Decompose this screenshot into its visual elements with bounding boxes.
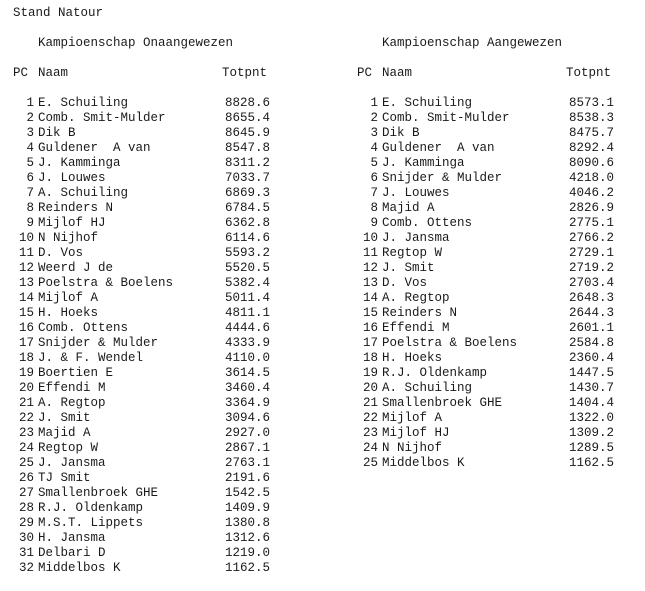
- total-points: 8828.6: [224, 96, 270, 110]
- total-points: 8475.7: [568, 126, 614, 140]
- rank: 32: [18, 561, 34, 575]
- player-name: J. & F. Wendel: [38, 351, 144, 365]
- total-points: 1162.5: [568, 456, 614, 470]
- rank: 7: [26, 186, 34, 200]
- player-name: Majid A: [38, 426, 91, 440]
- total-points: 1162.5: [224, 561, 270, 575]
- right-header-score: Totpnt: [566, 66, 612, 80]
- rank: 17: [18, 336, 34, 350]
- table-row: [0, 246, 300, 261]
- total-points: 5593.2: [224, 246, 270, 260]
- table-row: [0, 426, 300, 441]
- total-points: 2719.2: [568, 261, 614, 275]
- table-row: [0, 441, 300, 456]
- player-name: Dik B: [382, 126, 420, 140]
- rank: 19: [18, 366, 34, 380]
- total-points: 1404.4: [568, 396, 614, 410]
- total-points: 2360.4: [568, 351, 614, 365]
- table-row: [0, 351, 300, 366]
- player-name: A. Schuiling: [382, 381, 473, 395]
- rank: 27: [18, 486, 34, 500]
- table-row: [344, 366, 644, 381]
- total-points: 4110.0: [224, 351, 270, 365]
- table-row: [0, 171, 300, 186]
- rank: 29: [18, 516, 34, 530]
- rank: 13: [362, 276, 378, 290]
- player-name: Comb. Ottens: [38, 321, 129, 335]
- player-name: J. Jansma: [38, 456, 106, 470]
- table-row: [0, 231, 300, 246]
- rank: 2: [26, 111, 34, 125]
- table-row: [0, 396, 300, 411]
- rank: 24: [18, 441, 34, 455]
- right-header-pc: PC: [357, 66, 373, 80]
- total-points: 4333.9: [224, 336, 270, 350]
- player-name: Reinders N: [38, 201, 114, 215]
- player-name: Mijlof HJ: [382, 426, 450, 440]
- player-name: Weerd J de: [38, 261, 114, 275]
- player-name: Regtop W: [38, 441, 99, 455]
- total-points: 2927.0: [224, 426, 270, 440]
- rank: 31: [18, 546, 34, 560]
- player-name: E. Schuiling: [38, 96, 129, 110]
- player-name: Mijlof A: [382, 411, 443, 425]
- rank: 10: [18, 231, 34, 245]
- total-points: 2775.1: [568, 216, 614, 230]
- table-row: [344, 126, 644, 141]
- table-row: [0, 276, 300, 291]
- player-name: H. Hoeks: [382, 351, 443, 365]
- total-points: 5011.4: [224, 291, 270, 305]
- player-name: J. Smit: [382, 261, 435, 275]
- player-name: Comb. Smit-Mulder: [38, 111, 166, 125]
- total-points: 2729.1: [568, 246, 614, 260]
- rank: 15: [18, 306, 34, 320]
- total-points: 2191.6: [224, 471, 270, 485]
- player-name: Delbari D: [38, 546, 106, 560]
- player-name: J. Louwes: [382, 186, 450, 200]
- table-row: [0, 126, 300, 141]
- rank: 7: [370, 186, 378, 200]
- total-points: 5382.4: [224, 276, 270, 290]
- player-name: Poelstra & Boelens: [38, 276, 174, 290]
- player-name: H. Jansma: [38, 531, 106, 545]
- player-name: Reinders N: [382, 306, 458, 320]
- total-points: 5520.5: [224, 261, 270, 275]
- player-name: Snijder & Mulder: [382, 171, 503, 185]
- total-points: 4444.6: [224, 321, 270, 335]
- total-points: 2601.1: [568, 321, 614, 335]
- total-points: 2584.8: [568, 336, 614, 350]
- rank: 18: [18, 351, 34, 365]
- total-points: 8538.3: [568, 111, 614, 125]
- player-name: Guldener A van: [382, 141, 495, 155]
- table-row: [344, 171, 644, 186]
- player-name: D. Vos: [382, 276, 428, 290]
- table-row: [0, 531, 300, 546]
- table-row: [344, 201, 644, 216]
- player-name: Mijlof A: [38, 291, 99, 305]
- table-row: [344, 381, 644, 396]
- table-row: [344, 396, 644, 411]
- player-name: R.J. Oldenkamp: [38, 501, 144, 515]
- rank: 22: [18, 411, 34, 425]
- rank: 1: [370, 96, 378, 110]
- left-section-title: Kampioenschap Onaangewezen: [38, 36, 234, 50]
- total-points: 1447.5: [568, 366, 614, 380]
- player-name: Dik B: [38, 126, 76, 140]
- rank: 20: [362, 381, 378, 395]
- player-name: J. Kamminga: [38, 156, 121, 170]
- total-points: 1380.8: [224, 516, 270, 530]
- rank: 5: [370, 156, 378, 170]
- total-points: 4046.2: [568, 186, 614, 200]
- table-row: [344, 441, 644, 456]
- rank: 22: [362, 411, 378, 425]
- total-points: 8547.8: [224, 141, 270, 155]
- rank: 23: [362, 426, 378, 440]
- rank: 26: [18, 471, 34, 485]
- player-name: Majid A: [382, 201, 435, 215]
- player-name: Effendi M: [382, 321, 450, 335]
- rank: 1: [26, 96, 34, 110]
- player-name: J. Smit: [38, 411, 91, 425]
- total-points: 4218.0: [568, 171, 614, 185]
- rank: 17: [362, 336, 378, 350]
- rank: 24: [362, 441, 378, 455]
- rank: 5: [26, 156, 34, 170]
- table-row: [344, 111, 644, 126]
- rank: 3: [26, 126, 34, 140]
- total-points: 1219.0: [224, 546, 270, 560]
- table-row: [0, 381, 300, 396]
- player-name: Regtop W: [382, 246, 443, 260]
- table-row: [344, 186, 644, 201]
- right-section-title: Kampioenschap Aangewezen: [382, 36, 563, 50]
- left-standings-list: [0, 96, 300, 576]
- total-points: 8292.4: [568, 141, 614, 155]
- table-row: [0, 561, 300, 576]
- player-name: Boertien E: [38, 366, 114, 380]
- table-row: [0, 96, 300, 111]
- player-name: Mijlof HJ: [38, 216, 106, 230]
- player-name: A. Regtop: [38, 396, 106, 410]
- rank: 2: [370, 111, 378, 125]
- total-points: 3364.9: [224, 396, 270, 410]
- total-points: 3460.4: [224, 381, 270, 395]
- table-row: [0, 186, 300, 201]
- player-name: A. Schuiling: [38, 186, 129, 200]
- player-name: D. Vos: [38, 246, 84, 260]
- player-name: TJ Smit: [38, 471, 91, 485]
- table-row: [344, 276, 644, 291]
- table-row: [344, 156, 644, 171]
- total-points: 2763.1: [224, 456, 270, 470]
- table-row: [344, 96, 644, 111]
- table-row: [344, 261, 644, 276]
- rank: 12: [18, 261, 34, 275]
- rank: 14: [18, 291, 34, 305]
- left-header-name: Naam: [38, 66, 69, 80]
- rank: 25: [362, 456, 378, 470]
- table-row: [0, 471, 300, 486]
- player-name: Smallenbroek GHE: [382, 396, 503, 410]
- table-row: [0, 321, 300, 336]
- total-points: 1312.6: [224, 531, 270, 545]
- total-points: 3614.5: [224, 366, 270, 380]
- rank: 9: [26, 216, 34, 230]
- total-points: 2703.4: [568, 276, 614, 290]
- page-title: Stand Natour: [13, 6, 104, 20]
- rank: 12: [362, 261, 378, 275]
- total-points: 8090.6: [568, 156, 614, 170]
- total-points: 6869.3: [224, 186, 270, 200]
- table-row: [344, 411, 644, 426]
- rank: 16: [18, 321, 34, 335]
- rank: 15: [362, 306, 378, 320]
- player-name: Middelbos K: [38, 561, 121, 575]
- table-row: [0, 201, 300, 216]
- rank: 16: [362, 321, 378, 335]
- rank: 28: [18, 501, 34, 515]
- rank: 30: [18, 531, 34, 545]
- total-points: 6114.6: [224, 231, 270, 245]
- player-name: M.S.T. Lippets: [38, 516, 144, 530]
- total-points: 1409.9: [224, 501, 270, 515]
- player-name: H. Hoeks: [38, 306, 99, 320]
- total-points: 2826.9: [568, 201, 614, 215]
- rank: 21: [18, 396, 34, 410]
- rank: 18: [362, 351, 378, 365]
- total-points: 8645.9: [224, 126, 270, 140]
- player-name: Smallenbroek GHE: [38, 486, 159, 500]
- total-points: 2867.1: [224, 441, 270, 455]
- rank: 4: [26, 141, 34, 155]
- table-row: [0, 501, 300, 516]
- total-points: 1542.5: [224, 486, 270, 500]
- table-row: [344, 426, 644, 441]
- rank: 21: [362, 396, 378, 410]
- total-points: 6784.5: [224, 201, 270, 215]
- total-points: 1309.2: [568, 426, 614, 440]
- total-points: 7033.7: [224, 171, 270, 185]
- player-name: E. Schuiling: [382, 96, 473, 110]
- rank: 13: [18, 276, 34, 290]
- table-row: [0, 336, 300, 351]
- table-row: [0, 261, 300, 276]
- table-row: [344, 246, 644, 261]
- player-name: N Nijhof: [38, 231, 99, 245]
- player-name: Effendi M: [38, 381, 106, 395]
- player-name: N Nijhof: [382, 441, 443, 455]
- table-row: [0, 111, 300, 126]
- left-header-pc: PC: [13, 66, 29, 80]
- rank: 4: [370, 141, 378, 155]
- total-points: 2766.2: [568, 231, 614, 245]
- table-row: [0, 156, 300, 171]
- table-row: [344, 141, 644, 156]
- total-points: 6362.8: [224, 216, 270, 230]
- rank: 3: [370, 126, 378, 140]
- rank: 10: [362, 231, 378, 245]
- rank: 23: [18, 426, 34, 440]
- table-row: [0, 456, 300, 471]
- player-name: Comb. Smit-Mulder: [382, 111, 510, 125]
- total-points: 3094.6: [224, 411, 270, 425]
- table-row: [0, 516, 300, 531]
- total-points: 4811.1: [224, 306, 270, 320]
- table-row: [0, 411, 300, 426]
- rank: 6: [370, 171, 378, 185]
- total-points: 8311.2: [224, 156, 270, 170]
- player-name: J. Kamminga: [382, 156, 465, 170]
- rank: 20: [18, 381, 34, 395]
- table-row: [0, 546, 300, 561]
- rank: 8: [370, 201, 378, 215]
- table-row: [344, 321, 644, 336]
- player-name: Middelbos K: [382, 456, 465, 470]
- total-points: 8573.1: [568, 96, 614, 110]
- table-row: [0, 306, 300, 321]
- table-row: [344, 456, 644, 471]
- table-row: [0, 291, 300, 306]
- table-row: [0, 486, 300, 501]
- total-points: 1430.7: [568, 381, 614, 395]
- left-header-score: Totpnt: [222, 66, 268, 80]
- table-row: [0, 141, 300, 156]
- rank: 19: [362, 366, 378, 380]
- table-row: [0, 216, 300, 231]
- player-name: Comb. Ottens: [382, 216, 473, 230]
- rank: 11: [362, 246, 378, 260]
- rank: 25: [18, 456, 34, 470]
- total-points: 8655.4: [224, 111, 270, 125]
- player-name: Poelstra & Boelens: [382, 336, 518, 350]
- rank: 9: [370, 216, 378, 230]
- total-points: 1322.0: [568, 411, 614, 425]
- table-row: [344, 291, 644, 306]
- table-row: [344, 306, 644, 321]
- player-name: A. Regtop: [382, 291, 450, 305]
- table-row: [344, 336, 644, 351]
- total-points: 1289.5: [568, 441, 614, 455]
- right-header-name: Naam: [382, 66, 413, 80]
- table-row: [344, 231, 644, 246]
- table-row: [0, 366, 300, 381]
- player-name: Guldener A van: [38, 141, 151, 155]
- rank: 11: [18, 246, 34, 260]
- player-name: R.J. Oldenkamp: [382, 366, 488, 380]
- rank: 14: [362, 291, 378, 305]
- right-standings-list: [344, 96, 644, 471]
- rank: 6: [26, 171, 34, 185]
- player-name: Snijder & Mulder: [38, 336, 159, 350]
- rank: 8: [26, 201, 34, 215]
- total-points: 2648.3: [568, 291, 614, 305]
- table-row: [344, 351, 644, 366]
- total-points: 2644.3: [568, 306, 614, 320]
- player-name: J. Louwes: [38, 171, 106, 185]
- table-row: [344, 216, 644, 231]
- player-name: J. Jansma: [382, 231, 450, 245]
